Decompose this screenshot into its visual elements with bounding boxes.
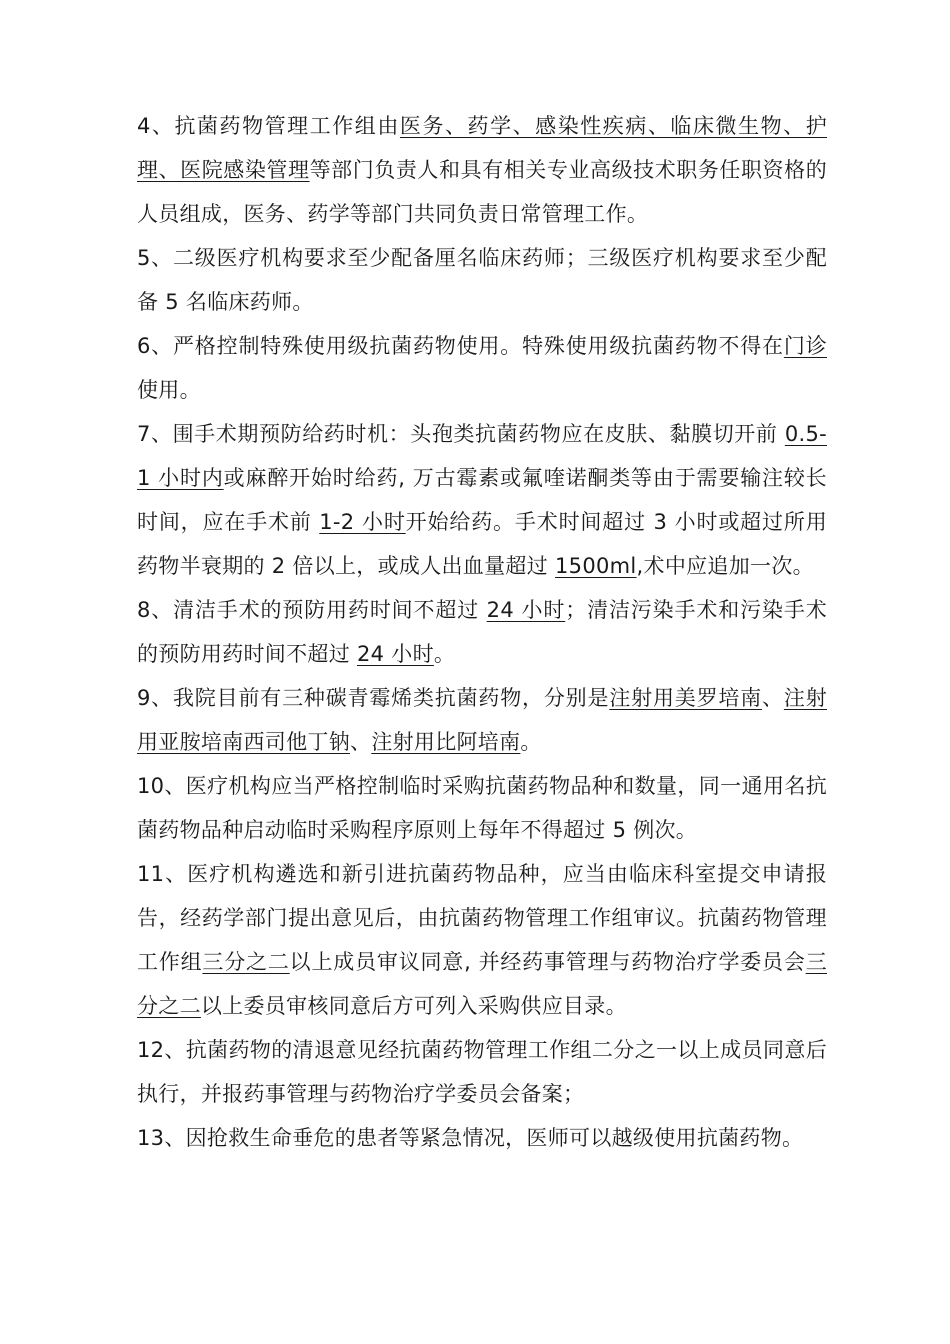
rule-12-text: 12、抗菌药物的清退意见经抗菌药物管理工作组二分之一以上成员同意后执行，并报药事管理与药物治疗学委员会备案； [137,1038,827,1106]
rule-item-8 [137,588,827,676]
rule-item-12 [137,1028,827,1116]
rule-11-text-c: 以上委员审核同意后方可列入采购供应目录。 [200,994,627,1018]
rule-item-13 [137,1116,827,1160]
rule-9-text-a: 9、我院目前有三种碳青霉烯类抗菌药物，分别是 [137,686,610,710]
rule-9-drug-3: 注射用比阿培南 [371,730,521,754]
rule-8-text-c: 。 [433,642,456,666]
rule-4-text-b: 等部门负责人和具有相关专业高级技术职务任职资格的人员组成，医务、药学等部门共同负责日常管理工作。 [137,158,828,226]
rule-6-text-a: 6、严格控制特殊使用级抗菌药物使用。特殊使用级抗菌药物不得在 [137,334,784,358]
rule-7-time-1: 0.5-1 小时内 [137,422,827,490]
rule-item-10 [137,764,827,852]
rule-9-sep-1: 、 [762,686,784,710]
rule-7-text-d: ,术中应追加一次。 [636,554,814,578]
rule-13-text: 13、因抢救生命垂危的患者等紧急情况，医师可以越级使用抗菌药物。 [137,1126,804,1150]
rule-item-7 [137,412,827,588]
rule-11-fraction-2: 三分之二 [137,950,827,1018]
rule-8-text-a: 8、清洁手术的预防用药时间不超过 [137,598,487,622]
rule-7-text-b: 或麻醉开始时给药, 万古霉素或氟喹诺酮类等由于需要输注较长时间，应在手术前 [137,466,827,534]
rule-item-11 [137,852,827,1028]
rule-9-end: 。 [520,730,542,754]
rule-8-text-b: ；清洁污染手术和污染手术的预防用药时间不超过 [137,598,827,666]
rule-11-text-b: 以上成员审议同意, 并经药事管理与药物治疗学委员会 [289,950,806,974]
rule-item-5 [137,236,827,324]
rule-item-4 [137,104,827,236]
rule-4-text-a: 4、抗菌药物管理工作组由 [137,114,400,138]
rule-9-sep-2: 、 [350,730,372,754]
rule-7-time-2: 1-2 小时 [319,510,406,534]
document-body [137,104,827,1160]
rule-7-text-c: 开始给药。手术时间超过 3 小时或超过所用药物半衰期的 2 倍以上，或成人出血量超过 [137,510,827,578]
rule-9-drug-1: 注射用美罗培南 [609,686,763,710]
rule-4-departments: 医务、药学、感染性疾病、临床微生物、护理、医院感染管理 [137,114,828,182]
rule-item-9 [137,676,827,764]
rule-6-outpatient: 门诊 [783,334,827,358]
rule-6-text-b: 使用。 [137,378,201,402]
rule-7-text-a: 7、围手术期预防给药时机：头孢类抗菌药物应在皮肤、黏膜切开前 [137,422,785,446]
rule-item-6 [137,324,827,412]
rule-5-text: 5、二级医疗机构要求至少配备厘名临床药师；三级医疗机构要求至少配备 5 名临床药师。 [137,246,827,314]
rule-9-drug-2: 注射用亚胺培南西司他丁钠 [137,686,827,754]
rule-11-text-a: 11、医疗机构遴选和新引进抗菌药物品种，应当由临床科室提交申请报告，经药学部门提出意见后，由抗菌药物管理工作组审议。抗菌药物管理工作组 [137,862,827,974]
rule-10-text: 10、医疗机构应当严格控制临时采购抗菌药物品种和数量，同一通用名抗菌药物品种启动临时采购程序原则上每年不得超过 5 例次。 [137,774,827,842]
rule-8-duration-1: 24 小时 [486,598,566,622]
rule-7-blood-loss: 1500ml [555,554,637,578]
rule-11-fraction-1: 三分之二 [202,950,290,974]
rule-8-duration-2: 24 小时 [356,642,434,666]
